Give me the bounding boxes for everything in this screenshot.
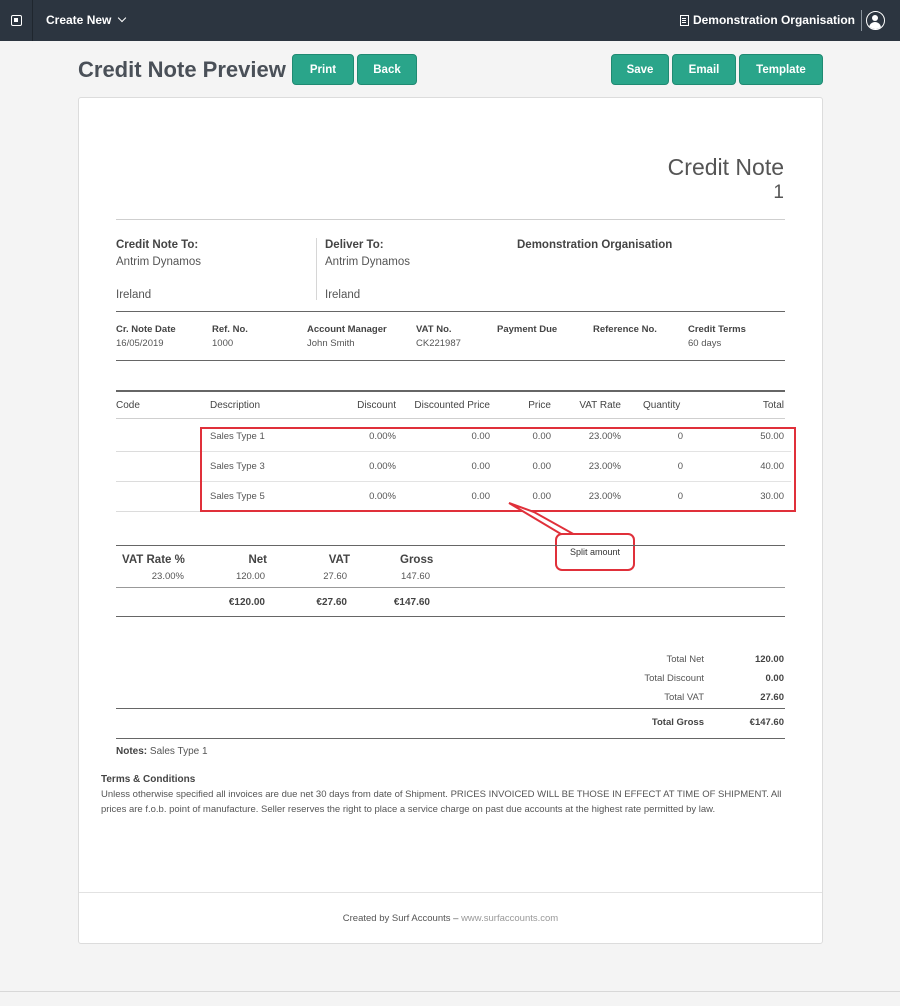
vat-summary-header-gross: Gross [400,554,434,566]
line-description: Sales Type 3 [210,461,265,472]
building-icon [680,15,689,26]
organisation-label: Demonstration Organisation [517,239,673,251]
terms-text: Unless otherwise specified all invoices are due net 30 days from date of Shipment. PRICES INVOICED WILL BE THOSE IN EFFECT AT TIME OF SHIPMENT. All prices are f.o.b. point of manufacture. Seller reserves the right to place a service charge on past due accounts at the highest rate permitted by law. [101,789,782,815]
line-price: 0.00 [532,491,551,502]
footer-text: Created by Surf Accounts – [342,913,459,924]
create-new-label: Create New [46,13,112,27]
line-vat-rate: 23.00% [588,431,621,442]
notes-label: Notes: [116,746,148,757]
meta-label-reference-no: Reference No. [593,324,657,335]
deliver-to-country: Ireland [325,289,361,301]
page-bottom-border [0,991,900,992]
divider [116,587,785,588]
total-vat-value: 27.60 [760,692,784,703]
line-total: 50.00 [760,431,784,442]
table-header-border [116,418,785,419]
back-button[interactable]: Back [357,54,417,85]
notes-text: Sales Type 1 [149,746,208,757]
email-button[interactable]: Email [672,54,736,85]
document-title: Credit Note [667,154,784,180]
credit-note-document [78,97,823,944]
sidebar-toggle-icon [11,15,22,26]
meta-label-credit-terms: Credit Terms [688,324,746,335]
create-new-dropdown[interactable] [46,13,125,27]
table-top-border [116,390,785,392]
total-gross-label: Total Gross [651,717,704,728]
meta-value-ref: 1000 [212,338,234,349]
total-discount-label: Total Discount [644,673,704,684]
col-header-description: Description [210,400,261,411]
vat-summary-header-vat: VAT [328,554,350,566]
line-price: 0.00 [532,461,551,472]
address-divider [316,238,317,300]
footer-link[interactable]: www.surfaccounts.com [461,913,559,924]
line-quantity: 0 [677,461,683,472]
organisation-name: Demonstration Organisation [692,13,855,27]
meta-label-date: Cr. Note Date [116,324,176,335]
document-footer [79,913,822,924]
line-quantity: 0 [677,491,683,502]
vat-summary-total-vat: €27.60 [316,597,347,608]
vat-summary-net: 120.00 [235,571,265,582]
save-button[interactable]: Save [611,54,669,85]
top-navbar [0,0,900,41]
line-discounted-price: 0.00 [471,461,490,472]
meta-label-payment-due: Payment Due [497,324,558,335]
total-net-label: Total Net [666,654,704,665]
meta-value-account-manager: John Smith [307,338,355,349]
total-vat-label: Total VAT [664,692,704,703]
col-header-price: Price [528,400,551,411]
total-net-value: 120.00 [754,654,784,665]
vat-summary-gross: 147.60 [400,571,430,582]
credit-note-to-name: Antrim Dynamos [116,256,201,268]
highlight-box [200,427,796,512]
col-header-discounted-price: Discounted Price [414,400,490,411]
col-header-quantity: Quantity [643,400,681,411]
credit-note-to-label: Credit Note To: [116,239,199,251]
line-discount: 0.00% [369,431,396,442]
col-header-code: Code [116,400,140,411]
row-border [116,451,201,452]
nav-divider [861,10,862,31]
print-button[interactable]: Print [292,54,354,85]
user-avatar-icon[interactable] [866,11,885,30]
meta-value-date: 16/05/2019 [116,338,164,349]
vat-summary-rate: 23.00% [151,571,184,582]
divider [116,708,785,709]
col-header-total: Total [762,400,784,411]
line-quantity: 0 [677,431,683,442]
vat-summary-total-net: €120.00 [228,597,265,608]
chevron-down-icon [118,14,126,22]
line-discounted-price: 0.00 [471,431,490,442]
credit-note-to-country: Ireland [116,289,152,301]
vat-summary-total-gross: €147.60 [393,597,430,608]
line-discount: 0.00% [369,491,396,502]
divider [116,219,785,220]
row-border [116,511,201,512]
menu-toggle-button[interactable] [0,0,33,41]
line-discount: 0.00% [369,461,396,472]
meta-value-credit-terms: 60 days [688,338,722,349]
vat-summary-vat: 27.60 [323,571,347,582]
deliver-to-label: Deliver To: [325,239,384,251]
organisation-switcher[interactable] [680,13,855,27]
vat-summary-header-net: Net [248,554,267,566]
col-header-discount: Discount [357,400,396,411]
line-vat-rate: 23.00% [588,461,621,472]
line-discounted-price: 0.00 [471,491,490,502]
meta-label-account-manager: Account Manager [307,324,387,335]
notes [116,746,208,757]
divider [116,360,785,361]
col-header-vat-rate: VAT Rate [579,400,621,411]
footer-divider [79,892,822,893]
meta-label-vat-no: VAT No. [416,324,452,335]
meta-label-ref: Ref. No. [212,324,248,335]
line-price: 0.00 [532,431,551,442]
divider [116,545,785,546]
page-title: Credit Note Preview [78,57,286,82]
line-total: 30.00 [760,491,784,502]
divider [116,616,785,617]
document-number: 1 [773,182,784,203]
line-total: 40.00 [760,461,784,472]
divider [116,738,785,739]
line-description: Sales Type 5 [210,491,265,502]
line-vat-rate: 23.00% [588,491,621,502]
total-gross-value: €147.60 [749,717,784,728]
terms-title: Terms & Conditions [101,774,196,785]
meta-value-vat-no: CK221987 [416,338,461,349]
deliver-to-name: Antrim Dynamos [325,256,410,268]
split-amount-callout: Split amount [555,533,635,571]
vat-summary-header-rate: VAT Rate % [122,554,185,566]
line-description: Sales Type 1 [210,431,265,442]
row-border [116,481,201,482]
divider [116,311,785,312]
total-discount-value: 0.00 [765,673,784,684]
template-button[interactable]: Template [739,54,823,85]
